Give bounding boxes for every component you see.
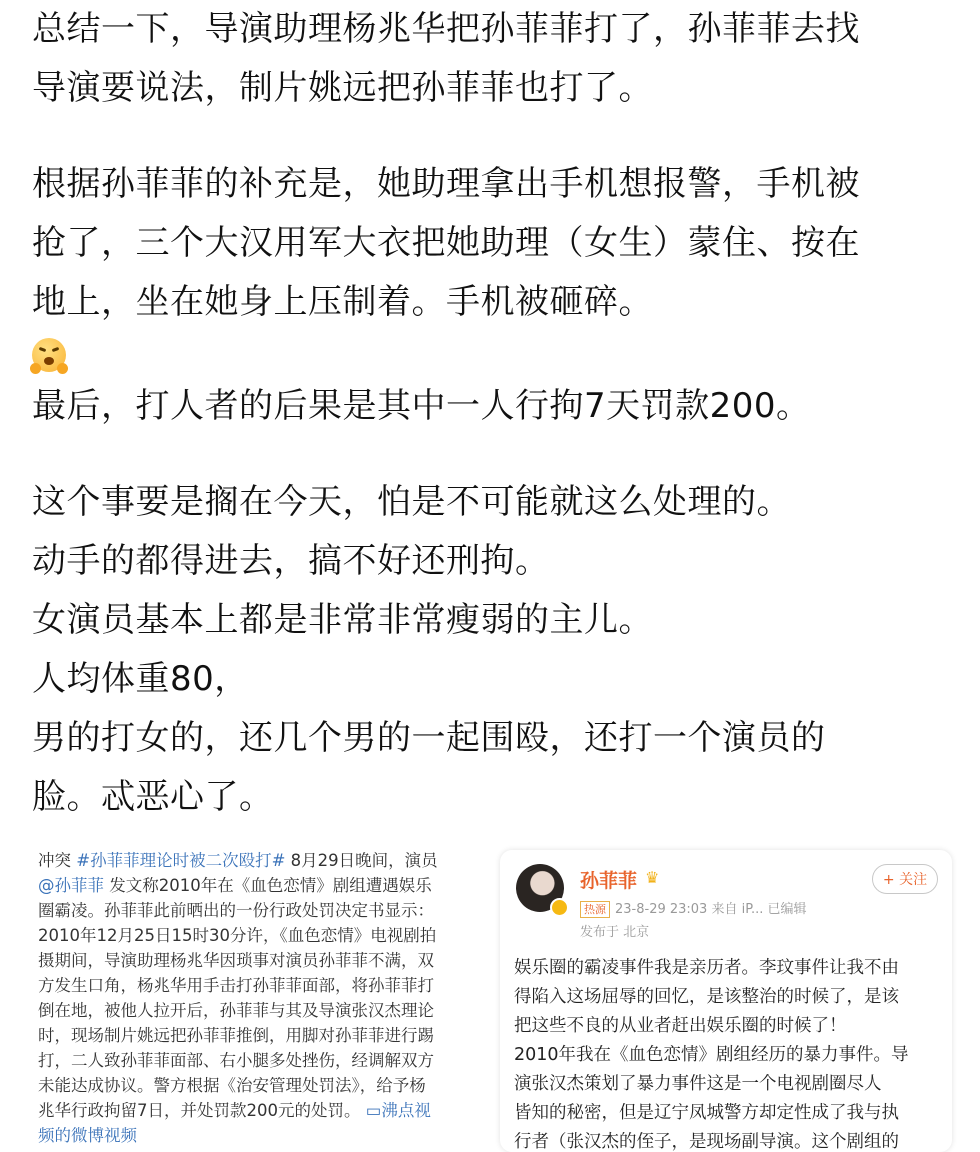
username[interactable]: 孙菲菲	[580, 870, 638, 892]
news-line: 摄期间，导演助理杨兆华因琐事对演员孙菲菲不满，双	[38, 951, 434, 970]
news-line: 倒在地，被他人拉开后，孙菲菲与其及导演张汉杰理论	[38, 1001, 434, 1020]
text-line: 总结一下，导演助理杨兆华把孙菲菲打了，孙菲菲去找	[32, 9, 860, 49]
post-line: 行者（张汉杰的侄子，是现场副导演。这个剧组的	[514, 1132, 899, 1152]
news-text: 8月29日晚间，演员	[285, 851, 438, 870]
text-line: 根据孙菲菲的补充是，她助理拿出手机想报警，手机被	[32, 164, 860, 204]
video-link[interactable]: ▭沸点视	[360, 1101, 431, 1120]
text-line: 脸。忒恶心了。	[32, 777, 274, 817]
text-line: 抢了，三个大汉用军大衣把她助理（女生）蒙住、按在	[32, 223, 860, 263]
source-tag: 热源	[580, 901, 610, 918]
verified-badge-icon	[550, 898, 569, 917]
news-line: 2010年12月25日15时30分许，《血色恋情》电视剧拍	[38, 926, 437, 945]
hashtag-link[interactable]: #孙菲菲理论时被二次殴打#	[76, 851, 286, 870]
post-line: 2010年我在《血色恋情》剧组经历的暴力事件。导	[514, 1045, 909, 1065]
shocked-emoji-icon	[32, 338, 66, 372]
text-line: 这个事要是搁在今天，怕是不可能就这么处理的。	[32, 482, 791, 522]
text-line: 地上，坐在她身上压制着。手机被砸碎。	[32, 282, 653, 322]
crown-icon: ♛	[645, 868, 660, 887]
text-line: 导演要说法，制片姚远把孙菲菲也打了。	[32, 68, 653, 108]
text-line: 女演员基本上都是非常非常瘦弱的主儿。	[32, 600, 653, 640]
news-line: 圈霸凌。孙菲菲此前晒出的一份行政处罚决定书显示：	[38, 901, 434, 920]
post-line: 娱乐圈的霸凌事件我是亲历者。李玟事件让我不由	[514, 958, 899, 978]
post-line: 演张汉杰策划了暴力事件这是一个电视剧圈尽人	[514, 1074, 882, 1094]
news-line: 时，现场制片姚远把孙菲菲推倒，用脚对孙菲菲进行踢	[38, 1026, 434, 1045]
post-line: 把这些不良的从业者赶出娱乐圈的时候了！	[514, 1016, 847, 1036]
news-line: 未能达成协议。警方根据《治安管理处罚法》，给予杨	[38, 1076, 426, 1095]
text-line: 动手的都得进去，搞不好还刑拘。	[32, 541, 550, 581]
mention-link[interactable]: @孙菲菲	[38, 876, 104, 895]
text-line: 男的打女的，还几个男的一起围殴，还打一个演员的	[32, 718, 826, 758]
post-content	[514, 954, 944, 1152]
weibo-post-card	[500, 850, 952, 1152]
post-line: 皆知的秘密，但是辽宁凤城警方却定性成了我与执	[514, 1103, 899, 1123]
post-body	[32, 0, 952, 827]
post-meta	[580, 898, 807, 918]
post-line: 得陷入这场屈辱的回忆，是该整治的时候了，是该	[514, 987, 899, 1007]
video-link[interactable]: 频的微博视频	[38, 1126, 137, 1145]
follow-button[interactable]: + 关注	[872, 864, 938, 894]
post-location: 发布于 北京	[580, 925, 650, 940]
news-line: 方发生口角，杨兆华用手击打孙菲菲面部，将孙菲菲打	[38, 976, 434, 995]
post-timestamp: 23-8-29 23:03 来自 iP... 已编辑	[615, 902, 807, 917]
text-line: 最后，打人者的后果是其中一人行拘7天罚款200。	[32, 386, 811, 426]
news-line: 打，二人致孙菲菲面部、右小腿多处挫伤，经调解双方	[38, 1051, 434, 1070]
news-text: 发文称2010年在《血色恋情》剧组遭遇娱乐	[104, 876, 432, 895]
news-screenshot	[38, 848, 483, 1148]
news-text: 兆华行政拘留7日，并处罚款200元的处罚。	[38, 1101, 361, 1120]
news-prefix: 冲突	[38, 851, 77, 870]
text-line: 人均体重80，	[32, 659, 249, 699]
